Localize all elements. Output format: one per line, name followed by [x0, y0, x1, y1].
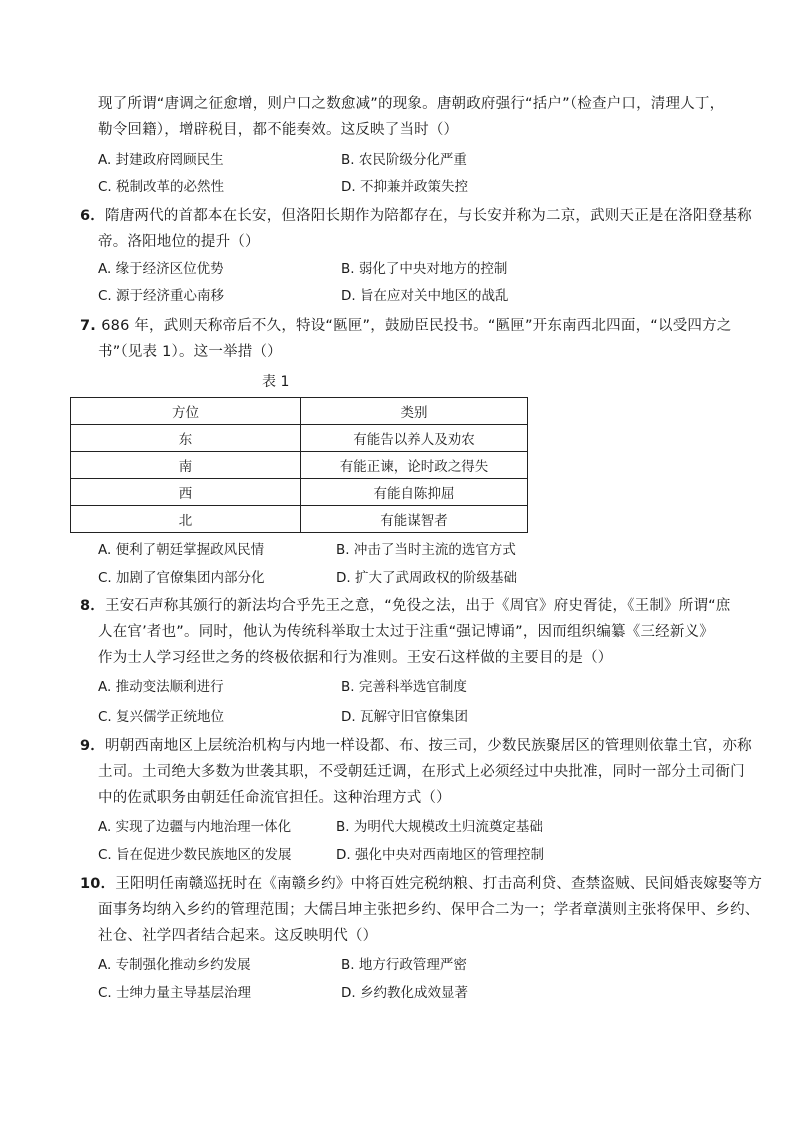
q9-option-d[interactable]: D. 强化中央对西南地区的管理控制	[336, 847, 544, 863]
q5-option-a[interactable]: A. 封建政府罔顾民生	[98, 152, 224, 168]
q9-line-2: 土司。土司绝大多数为世袭其职，不受朝廷迁调，在形式上必须经过中央批准，同时一部分土司衙门	[98, 764, 745, 780]
table-cell-direction: 西	[71, 479, 301, 506]
q7-line-2: 书”（见表 1）。这一举措（）	[98, 344, 282, 360]
q10-option-d[interactable]: D. 乡约教化成效显著	[341, 985, 468, 1001]
q6-line-1	[80, 206, 752, 226]
q8-option-c[interactable]: C. 复兴儒学正统地位	[98, 709, 225, 725]
q7-text-1: 686 年，武则天称帝后不久，特设“匦匣”，鼓励臣民投书。“匦匣”开东南西北四面，“以受四方之	[101, 318, 732, 334]
q7-option-c[interactable]: C. 加剧了官僚集团内部分化	[98, 570, 265, 586]
q6-option-a[interactable]: A. 缘于经济区位优势	[98, 261, 224, 277]
q9-line-1	[80, 736, 752, 756]
q8-option-a[interactable]: A. 推动变法顺利进行	[98, 679, 224, 695]
q5-option-d[interactable]: D. 不抑兼并政策失控	[341, 179, 468, 195]
table-1	[70, 397, 528, 533]
q7-option-b[interactable]: B. 冲击了当时主流的选官方式	[336, 542, 516, 558]
q5-option-c[interactable]: C. 税制改革的必然性	[98, 179, 225, 195]
q5-option-b[interactable]: B. 农民阶级分化严重	[341, 152, 467, 168]
q9-option-a[interactable]: A. 实现了边疆与内地治理一体化	[98, 819, 292, 835]
q10-number: 10．	[80, 876, 116, 892]
table-header-category: 类别	[301, 398, 528, 425]
q8-line-1	[80, 596, 731, 616]
q6-option-d[interactable]: D. 旨在应对关中地区的战乱	[341, 288, 509, 304]
table-cell-category: 有能正谏，论时政之得失	[301, 452, 528, 479]
q9-option-c[interactable]: C. 旨在促进少数民族地区的发展	[98, 847, 292, 863]
q6-option-b[interactable]: B. 弱化了中央对地方的控制	[341, 261, 508, 277]
q7-option-a[interactable]: A. 便利了朝廷掌握政风民情	[98, 542, 265, 558]
table-header-row	[71, 398, 528, 425]
table-cell-direction: 南	[71, 452, 301, 479]
table-cell-direction: 东	[71, 425, 301, 452]
table-row	[71, 506, 528, 533]
q5-line-1: 现了所谓“唐调之征愈增，则户口之数愈减”的现象。唐朝政府强行“括户”（检查户口，清理人丁，	[98, 96, 725, 112]
q6-line-2: 帝。洛阳地位的提升（）	[98, 234, 260, 250]
q6-number: 6．	[80, 208, 105, 224]
q7-option-d[interactable]: D. 扩大了武周政权的阶级基础	[336, 570, 517, 586]
q9-text-1: 明朝西南地区上层统治机构与内地一样设都、布、按三司，少数民族聚居区的管理则依靠土官，亦称	[105, 738, 752, 754]
q6-text-1: 隋唐两代的首都本在长安，但洛阳长期作为陪都存在，与长安并称为二京，武则天正是在洛阳登基称	[105, 208, 752, 224]
q8-line-3: 作为士人学习经世之务的终极依据和行为准则。王安石这样做的主要目的是（）	[98, 650, 613, 666]
table-row	[71, 425, 528, 452]
table-cell-category: 有能告以养人及劝农	[301, 425, 528, 452]
table-header-direction: 方位	[71, 398, 301, 425]
q9-number: 9．	[80, 738, 105, 754]
q5-line-2: 勒令回籍），增辟税目，都不能奏效。这反映了当时（）	[98, 122, 459, 138]
q9-option-b[interactable]: B. 为明代大规模改土归流奠定基础	[336, 819, 543, 835]
table-cell-category: 有能自陈抑屈	[301, 479, 528, 506]
q10-line-2: 面事务均纳入乡约的管理范围；大儒吕坤主张把乡约、保甲合二为一；学者章潢则主张将保甲、乡约、	[98, 902, 760, 918]
q6-option-c[interactable]: C. 源于经济重心南移	[98, 288, 225, 304]
q10-line-3: 社仓、社学四者结合起来。这反映明代（）	[98, 928, 378, 944]
q8-line-2: 人在官’者也”。同时，他认为传统科举取士太过于注重“强记博诵”，因而组织编纂《三经新义》	[98, 624, 714, 640]
q8-text-1: 王安石声称其颁行的新法均合乎先王之意，“免役之法，出于《周官》府史胥徒，《王制》所谓“庶	[105, 598, 731, 614]
table-cell-category: 有能谋智者	[301, 506, 528, 533]
q9-line-3: 中的佐贰职务由朝廷任命流官担任。这种治理方式（）	[98, 790, 451, 806]
q7-number: 7.	[80, 318, 102, 334]
q10-option-c[interactable]: C. 士绅力量主导基层治理	[98, 985, 252, 1001]
table-row	[71, 479, 528, 506]
table-1-title: 表 1	[262, 374, 290, 390]
table-row	[71, 452, 528, 479]
q8-number: 8．	[80, 598, 105, 614]
q8-option-d[interactable]: D. 瓦解守旧官僚集团	[341, 709, 468, 725]
q8-option-b[interactable]: B. 完善科举选官制度	[341, 679, 467, 695]
q10-option-b[interactable]: B. 地方行政管理严密	[341, 957, 467, 973]
q10-text-1: 王阳明任南赣巡抚时在《南赣乡约》中将百姓完税纳粮、打击高利贷、查禁盗贼、民间婚丧嫁娶等方	[115, 876, 763, 892]
table-cell-direction: 北	[71, 506, 301, 533]
q7-line-1	[80, 316, 732, 336]
q10-line-1	[80, 874, 762, 894]
q10-option-a[interactable]: A. 专制强化推动乡约发展	[98, 957, 251, 973]
